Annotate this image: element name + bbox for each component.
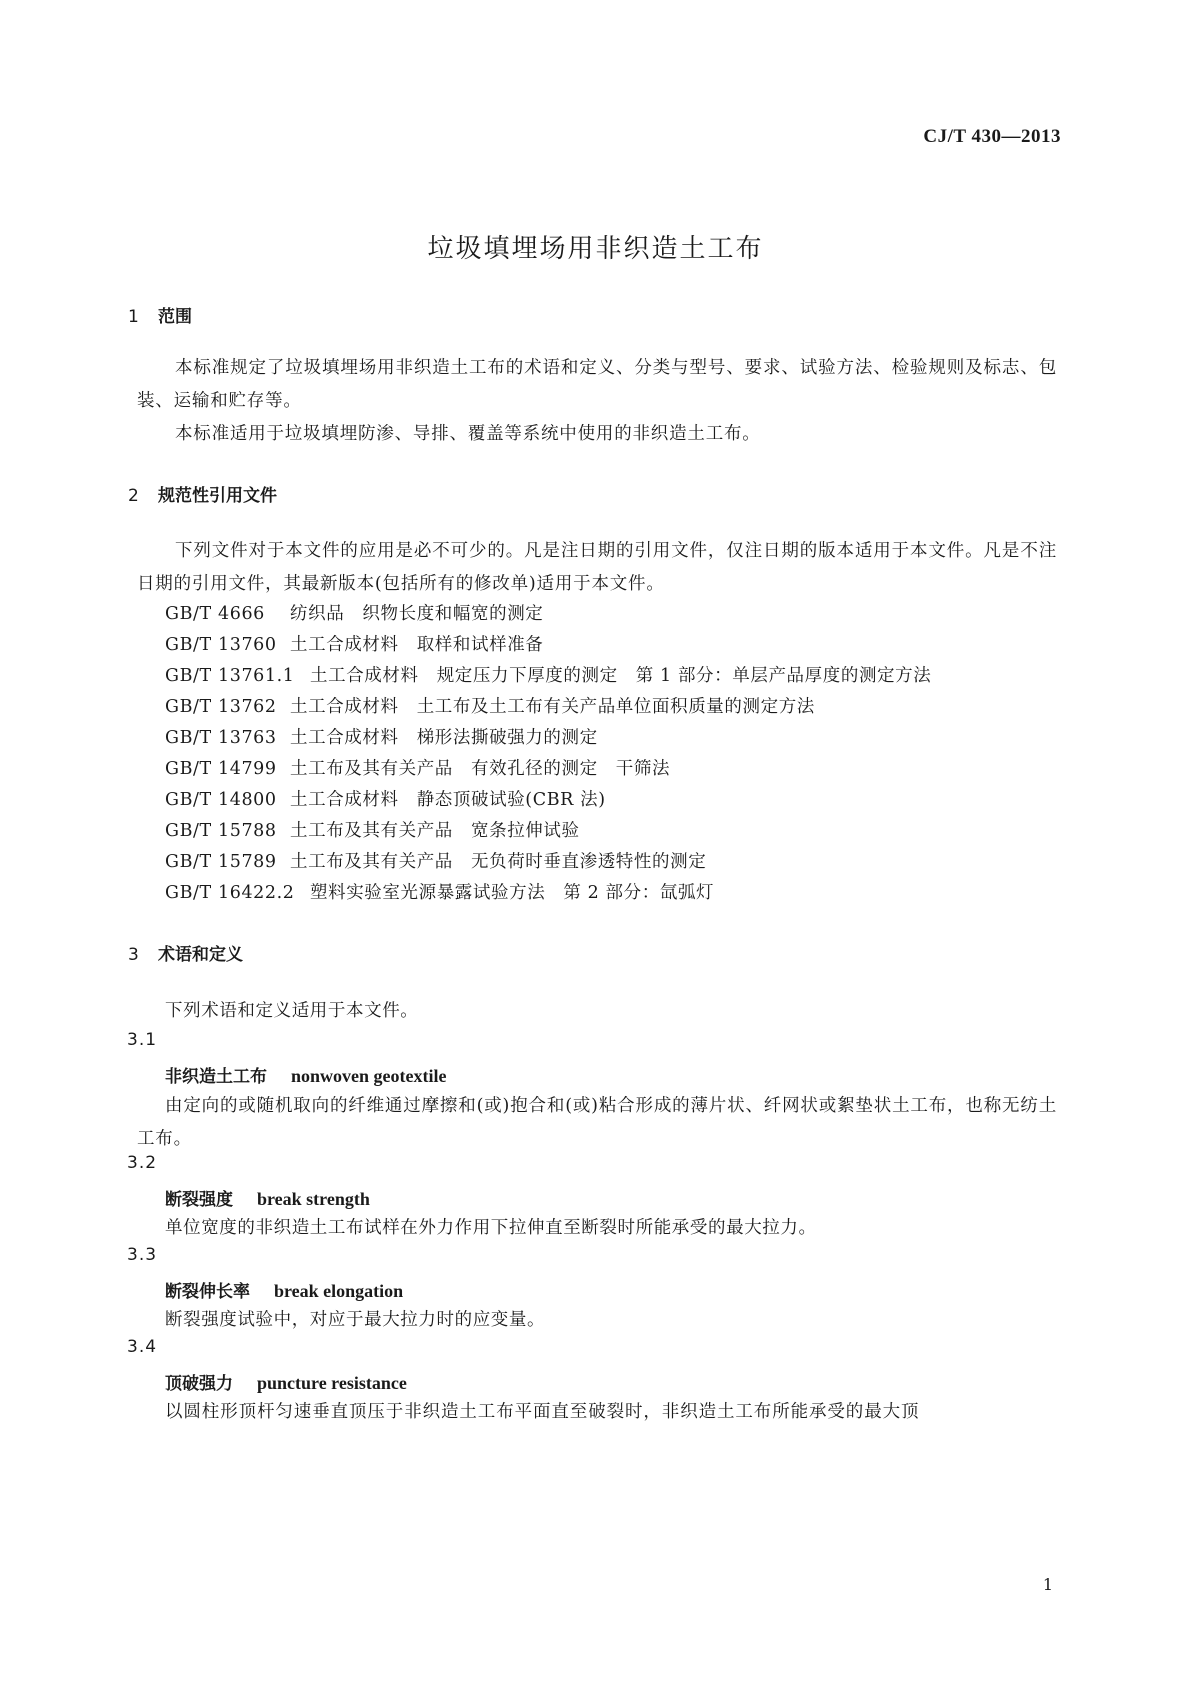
document-title: 垃圾填埋场用非织造土工布 — [427, 234, 764, 264]
reference-item — [165, 724, 598, 749]
scope-paragraph-2: 本标准适用于垃圾填埋防渗、导排、覆盖等系统中使用的非织造土工布。 — [175, 424, 761, 444]
reference-title: 土工合成材料 规定压力下厚度的测定 第 1 部分：单层产品厚度的测定方法 — [310, 666, 932, 686]
term-heading — [165, 1185, 370, 1210]
reference-item — [165, 848, 706, 873]
section-title: 范围 — [158, 307, 192, 327]
term-number: 3.4 — [127, 1337, 158, 1357]
term-number: 3.1 — [127, 1030, 158, 1050]
reference-code: GB/T 13763 — [165, 728, 277, 748]
reference-item — [165, 662, 931, 687]
reference-code: GB/T 4666 — [165, 604, 265, 624]
term-definition: 以圆柱形顶杆匀速垂直顶压于非织造土工布平面直至破裂时，非织造土工布所能承受的最大顶 — [165, 1402, 920, 1422]
reference-code: GB/T 13760 — [165, 635, 277, 655]
reference-item — [165, 631, 543, 656]
reference-item — [165, 693, 815, 718]
reference-code: GB/T 16422.2 — [165, 883, 295, 903]
term-en: nonwoven geotextile — [291, 1066, 447, 1086]
terms-intro: 下列术语和定义适用于本文件。 — [165, 1001, 419, 1021]
reference-code: GB/T 13762 — [165, 697, 277, 717]
section-number: 1 — [128, 307, 139, 327]
term-heading — [165, 1369, 407, 1394]
reference-title: 纺织品 织物长度和幅宽的测定 — [290, 604, 544, 624]
page-number: 1 — [1042, 1575, 1053, 1594]
reference-title: 土工布及其有关产品 无负荷时垂直渗透特性的测定 — [290, 852, 707, 872]
section-3-heading — [128, 940, 243, 965]
term-zh: 顶破强力 — [165, 1374, 233, 1394]
section-title: 规范性引用文件 — [158, 486, 277, 506]
reference-title: 土工合成材料 静态顶破试验(CBR 法) — [290, 790, 606, 810]
section-number: 2 — [128, 486, 139, 506]
term-zh: 断裂伸长率 — [165, 1282, 250, 1302]
scope-paragraph-1: 本标准规定了垃圾填埋场用非织造土工布的术语和定义、分类与型号、要求、试验方法、检验规则及标志、包装、运输和贮存等。 — [137, 358, 1057, 411]
reference-item — [165, 817, 580, 842]
section-number: 3 — [128, 945, 139, 965]
reference-code: GB/T 14800 — [165, 790, 277, 810]
reference-item — [165, 755, 670, 780]
reference-code: GB/T 13761.1 — [165, 666, 295, 686]
standard-code: CJ/T 430—2013 — [923, 126, 1061, 147]
reference-code: GB/T 15789 — [165, 852, 277, 872]
section-2-heading — [128, 481, 277, 506]
term-zh: 断裂强度 — [165, 1190, 233, 1210]
reference-code: GB/T 14799 — [165, 759, 277, 779]
reference-title: 土工布及其有关产品 有效孔径的测定 干筛法 — [290, 759, 671, 779]
reference-item — [165, 600, 543, 625]
term-en: puncture resistance — [257, 1373, 407, 1393]
reference-item — [165, 879, 714, 904]
term-definition: 断裂强度试验中，对应于最大拉力时的应变量。 — [165, 1310, 546, 1330]
term-definition: 由定向的或随机取向的纤维通过摩擦和(或)抱合和(或)粘合形成的薄片状、纤网状或絮垫状土工布，也称无纺土工布。 — [137, 1096, 1057, 1149]
term-number: 3.3 — [127, 1245, 158, 1265]
reference-title: 塑料实验室光源暴露试验方法 第 2 部分：氙弧灯 — [310, 883, 715, 903]
reference-code: GB/T 15788 — [165, 821, 277, 841]
term-en: break strength — [257, 1189, 370, 1209]
section-title: 术语和定义 — [158, 945, 243, 965]
reference-title: 土工合成材料 土工布及土工布有关产品单位面积质量的测定方法 — [290, 697, 815, 717]
term-zh: 非织造土工布 — [165, 1067, 267, 1087]
term-definition: 单位宽度的非织造土工布试样在外力作用下拉伸直至断裂时所能承受的最大拉力。 — [165, 1218, 817, 1238]
reference-title: 土工布及其有关产品 宽条拉伸试验 — [290, 821, 580, 841]
term-heading — [165, 1277, 403, 1302]
term-heading — [165, 1062, 446, 1087]
term-number: 3.2 — [127, 1153, 158, 1173]
reference-title: 土工合成材料 梯形法撕破强力的测定 — [290, 728, 598, 748]
refs-intro: 下列文件对于本文件的应用是必不可少的。凡是注日期的引用文件，仅注日期的版本适用于本文件。凡是不注日期的引用文件，其最新版本(包括所有的修改单)适用于本文件。 — [137, 541, 1057, 594]
reference-item — [165, 786, 606, 811]
reference-title: 土工合成材料 取样和试样准备 — [290, 635, 544, 655]
term-en: break elongation — [274, 1281, 404, 1301]
section-1-heading — [128, 302, 192, 327]
